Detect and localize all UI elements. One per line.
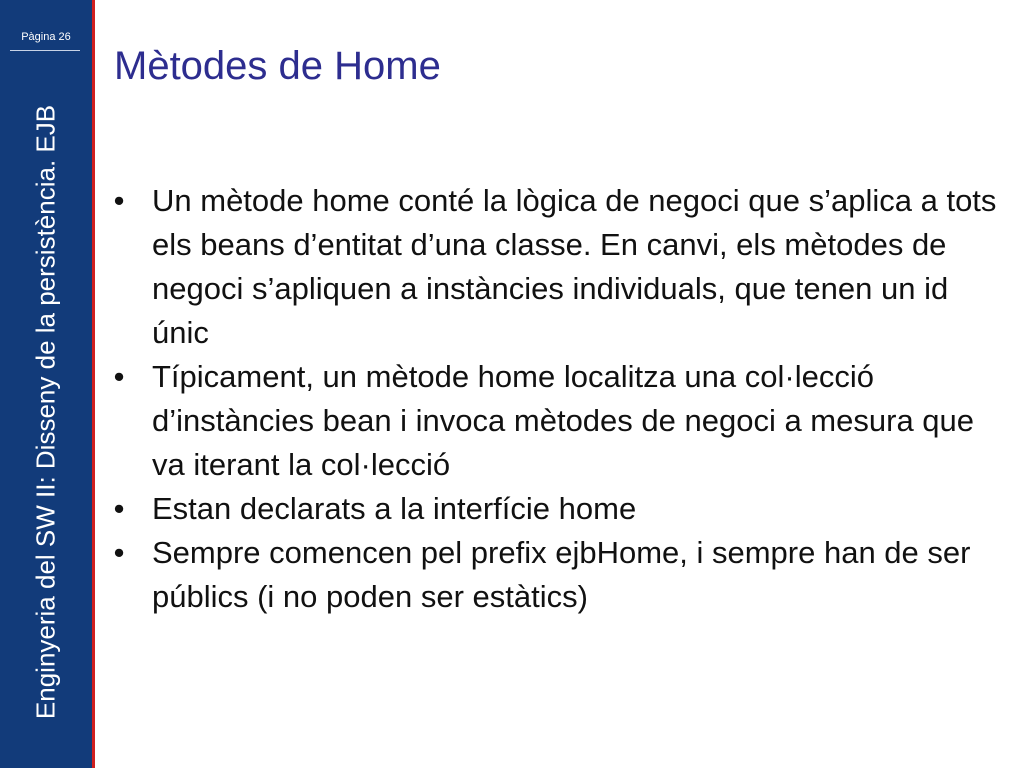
bullet-dot-icon: • [113, 183, 125, 218]
bullet-dot-icon: • [113, 491, 125, 526]
bullet-item-3 [110, 487, 1000, 531]
bullet-text-1: Un mètode home conté la lògica de negoci que s’aplica a tots els beans d’entitat d’una classe. En canvi, els mètodes de negoci s’apliquen a instàncies individuals, que tenen un id únic [152, 183, 997, 350]
bullet-text-3: Estan declarats a la interfície home [152, 491, 637, 526]
bullet-text-4: Sempre comencen pel prefix ejbHome, i sempre han de ser públics (i no poden ser estàtics) [152, 535, 971, 614]
bullet-text-2: Típicament, un mètode home localitza una col·lecció d’instàncies bean i invoca mètodes de negoci a mesura que va iterant la col·lecció [152, 359, 975, 482]
slide-content [110, 179, 1000, 619]
slide-title: Mètodes de Home [114, 44, 441, 88]
sidebar-red-edge [92, 0, 95, 768]
bullet-item-2 [110, 355, 1000, 487]
page-label-divider [10, 50, 80, 51]
bullet-dot-icon: • [113, 535, 125, 570]
bullet-list [110, 179, 1000, 619]
bullet-item-4 [110, 531, 1000, 619]
bullet-dot-icon: • [113, 359, 125, 394]
bullet-item-1 [110, 179, 1000, 355]
page-number-label: Pàgina 26 [21, 31, 71, 43]
course-title-vertical: Enginyeria del SW II: Disseny de la persistència. EJB [30, 104, 61, 720]
